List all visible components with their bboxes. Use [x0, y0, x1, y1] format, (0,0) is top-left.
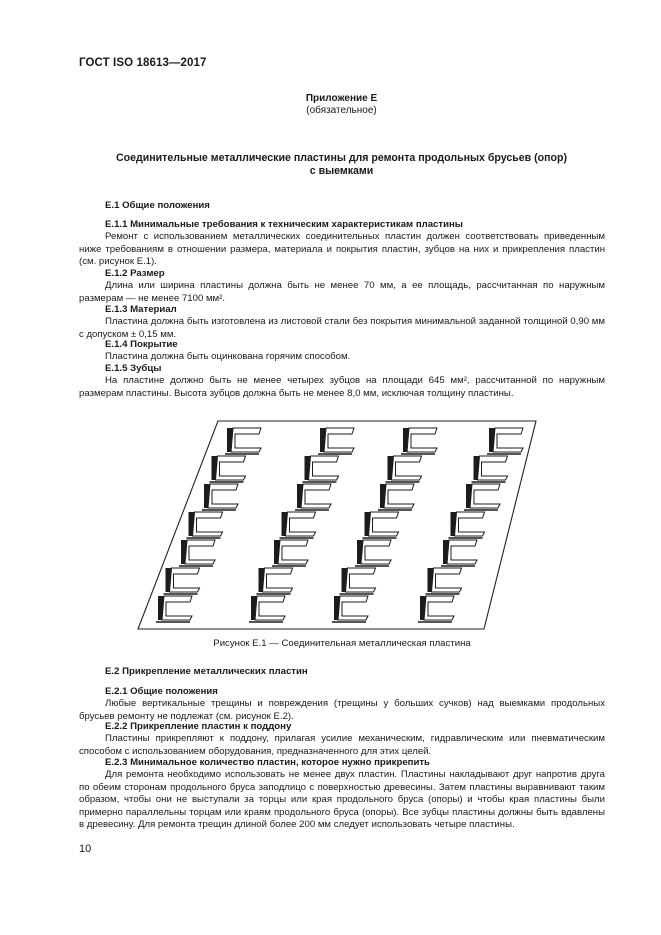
section-e21-heading: Е.2.1 Общие положения — [105, 686, 218, 697]
section-e15-text: На пластине должно быть не менее четырех зубцов на площади 645 мм², рассчитанной по наружным размерам пластины. Высота зубцов должна быть не менее 8,0 мм, исключая толщину пластины. — [79, 375, 605, 399]
annex-title: Приложение Е — [305, 93, 378, 104]
section-e14-text: Пластина должна быть оцинкована горячим способом. — [105, 351, 351, 362]
annex-status: (обязательное) — [306, 105, 377, 116]
section-e12-text: Длина или ширина пластины должна быть не менее 70 мм, а ее площадь, рассчитанная по наружным размерам — не менее 7100 мм². — [79, 280, 605, 304]
page-number: 10 — [79, 843, 92, 855]
annex-heading-line2: с выемками — [309, 165, 374, 177]
section-e22-heading: Е.2.2 Прикрепление пластин к поддону — [105, 721, 292, 732]
section-e11-text: Ремонт с использованием металлических соединительных пластин должен соответствовать приведенным ниже требованиям в отношении размера, материала и покрытия пластин, зубцов на них и прикрепления пластин (см. рисунок Е.1). — [79, 231, 605, 267]
section-e23-text: Для ремонта необходимо использовать не менее двух пластин. Пластины накладывают друг напротив друга по обеим сторонам продольного бруса заподлицо с поверхностью древесины. Затем пластины выравнивают таким образом, чтобы они не выступали за торцы или края продольного бруса (опоры) и чтобы края пластины были примерно параллельны торцам или краям продольного бруса (опоры). Все зубцы пластины должны быть вдавлены в древесину. Для ремонта трещин длиной более 200 мм следует использовать четыре пластины. — [79, 769, 605, 830]
section-e14-heading: Е.1.4 Покрытие — [105, 339, 178, 350]
figure-caption: Рисунок Е.1 — Соединительная металлическая пластина — [213, 638, 471, 649]
connector-plate-figure — [137, 418, 537, 630]
section-e13-heading: Е.1.3 Материал — [105, 304, 177, 315]
section-e22-text: Пластины прикрепляют к поддону, прилагая усилие механическим, гидравлическим или пневматическим способом с использованием оборудования, предназначенного для этих целей. — [79, 733, 605, 757]
document-header: ГОСТ ISO 18613—2017 — [79, 57, 207, 69]
section-e23-heading: Е.2.3 Минимальное количество пластин, которое нужно прикрепить — [105, 757, 430, 768]
section-e13-text: Пластина должна быть изготовлена из листовой стали без покрытия минимальной заданной толщиной 0,90 мм с допуском ± 0,15 мм. — [79, 316, 605, 340]
annex-heading-line1: Соединительные металлические пластины для ремонта продольных брусьев (опор) — [115, 152, 568, 164]
section-e21-text: Любые вертикальные трещины и повреждения (трещины у больших сучков) над выемками продольных брусьев ремонту не подлежат (см. рисунок Е.2). — [79, 698, 605, 722]
section-e2-heading: Е.2 Прикрепление металлических пластин — [105, 666, 308, 677]
section-e15-heading: Е.1.5 Зубцы — [105, 363, 162, 374]
section-e11-heading: Е.1.1 Минимальные требования к техническим характеристикам пластины — [105, 219, 463, 230]
section-e1-heading: Е.1 Общие положения — [105, 200, 210, 211]
section-e12-heading: Е.1.2 Размер — [105, 268, 165, 279]
